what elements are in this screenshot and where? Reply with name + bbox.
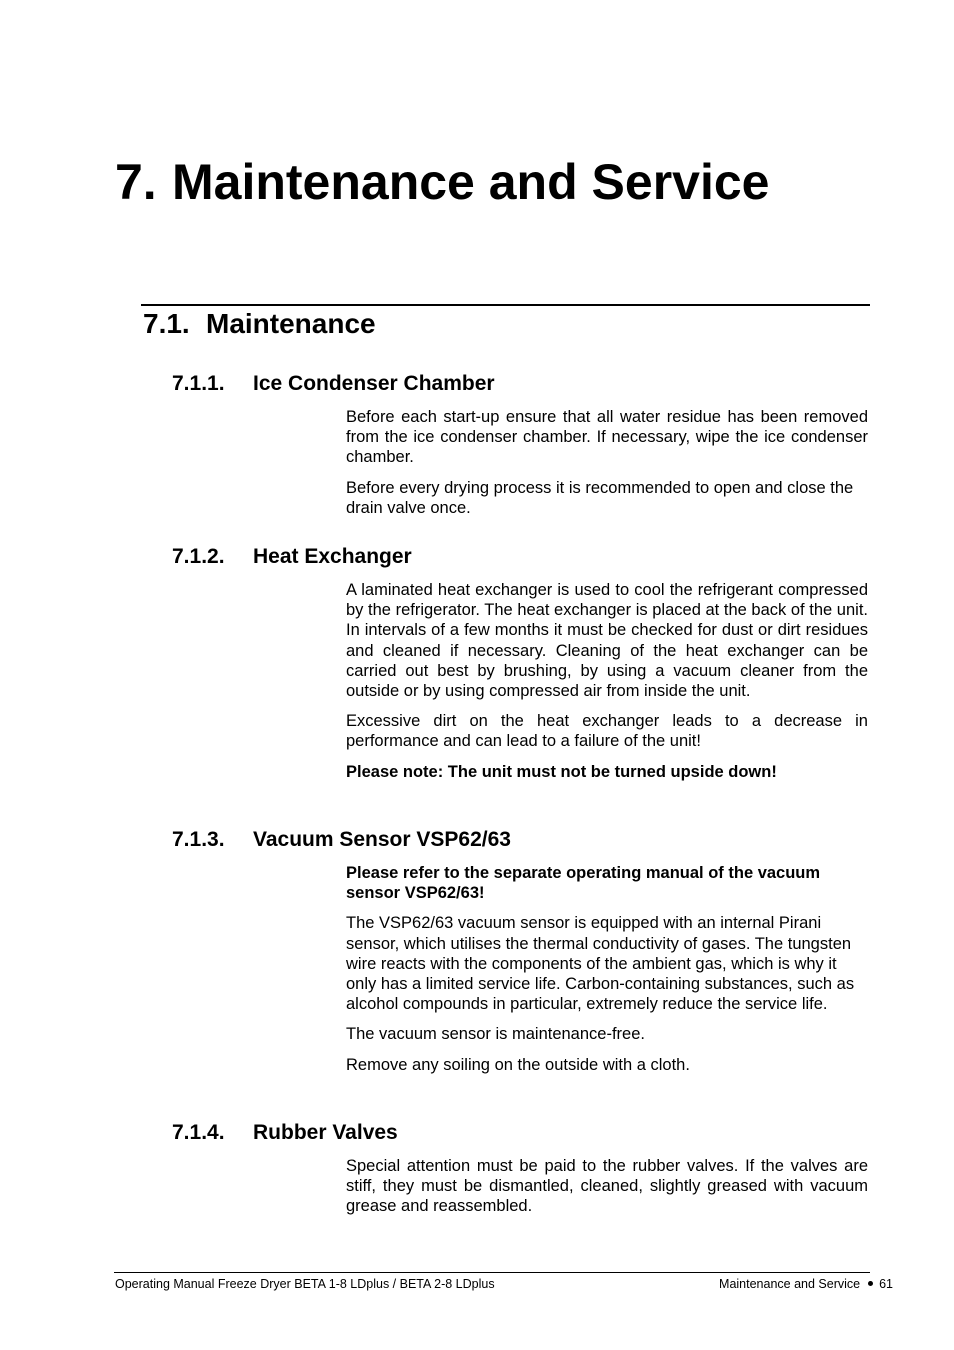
subsection-number: 7.1.3. <box>172 828 225 851</box>
page-number: 61 <box>879 1277 893 1291</box>
subsection-heading-vacuum-sensor <box>172 827 511 853</box>
note-paragraph: Please note: The unit must not be turned upside down! <box>346 762 777 781</box>
chapter-title-text: Maintenance and Service <box>172 154 770 210</box>
chapter-title <box>115 150 769 214</box>
paragraph: Before each start-up ensure that all water residue has been removed from the ice condenser chamber. If necessary, wipe the ice condenser chamber. <box>346 408 868 467</box>
footer-divider <box>114 1272 870 1273</box>
section-divider <box>141 304 870 306</box>
footer-document-title: Operating Manual Freeze Dryer BETA 1-8 LDplus / BETA 2-8 LDplus <box>115 1277 495 1291</box>
paragraph: Excessive dirt on the heat exchanger leads to a decrease in performance and can lead to a failure of the unit! <box>346 712 868 751</box>
note-paragraph: Please refer to the separate operating manual of the vacuum sensor VSP62/63! <box>346 864 821 903</box>
subsection-title: Rubber Valves <box>253 1121 398 1144</box>
subsection-number: 7.1.2. <box>172 545 225 568</box>
subsection-body-heat-exchanger <box>346 580 868 792</box>
subsection-body-vacuum-sensor <box>346 863 868 1085</box>
paragraph: The vacuum sensor is maintenance-free. <box>346 1025 645 1044</box>
paragraph: Before every drying process it is recommended to open and close the drain valve once. <box>346 478 854 517</box>
subsection-heading-heat-exchanger <box>172 544 412 570</box>
section-number: 7.1. <box>143 308 190 339</box>
subsection-title: Vacuum Sensor VSP62/63 <box>253 828 511 851</box>
paragraph: The VSP62/63 vacuum sensor is equipped with an internal Pirani sensor, which utilises the thermal conductivity of gases. The tungsten wire reacts with the components of the ambient gas, which is why it only has a limited service life. Carbon-containing substances, such as alcohol compounds in particular, extremely reduce the service life. <box>346 914 855 1014</box>
section-title <box>143 307 376 341</box>
subsection-body-rubber-valves <box>346 1156 868 1227</box>
subsection-title: Heat Exchanger <box>253 545 412 568</box>
subsection-heading-rubber-valves <box>172 1120 398 1146</box>
bullet-icon <box>868 1281 873 1286</box>
chapter-number: 7. <box>115 154 157 210</box>
footer-chapter-label: Maintenance and Service <box>719 1277 861 1291</box>
subsection-body-ice-condenser <box>346 407 868 528</box>
paragraph: A laminated heat exchanger is used to cool the refrigerant compressed by the refrigerator. The heat exchanger is placed at the back of the unit. In intervals of a few months it must be checked for dust or dirt residues and cleaned if necessary. Cleaning of the heat exchanger can be carried out best by brushing, by using a vacuum cleaner from the outside or by using compressed air from inside the unit. <box>346 581 868 701</box>
subsection-heading-ice-condenser <box>172 371 495 397</box>
subsection-number: 7.1.4. <box>172 1121 225 1144</box>
paragraph: Remove any soiling on the outside with a cloth. <box>346 1055 690 1074</box>
section-title-text: Maintenance <box>206 308 376 339</box>
paragraph: Special attention must be paid to the rubber valves. If the valves are stiff, they must be dismantled, cleaned, slightly greased with vacuum grease and reassembled. <box>346 1157 868 1216</box>
footer-page-info <box>719 1277 893 1292</box>
subsection-title: Ice Condenser Chamber <box>253 372 495 395</box>
subsection-number: 7.1.1. <box>172 372 225 395</box>
